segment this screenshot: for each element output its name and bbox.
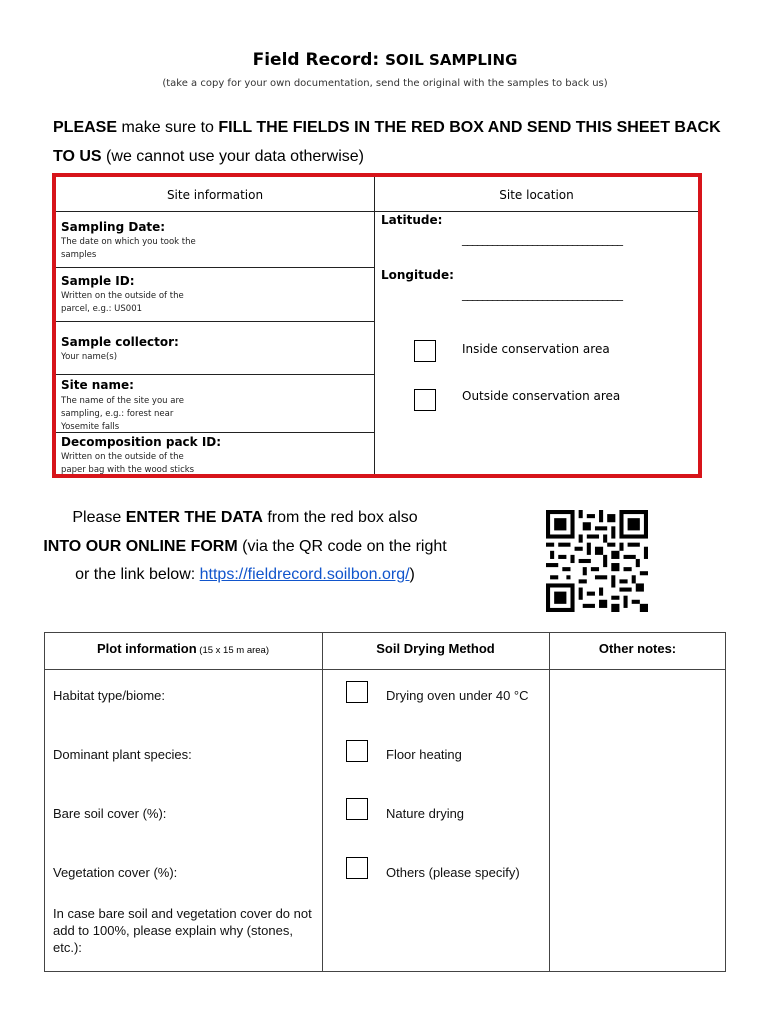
longitude-field[interactable]: ________________________________: [462, 287, 622, 301]
row-divider: [56, 267, 374, 268]
nature-drying-checkbox[interactable]: [346, 798, 368, 820]
online-form-instructions: Please ENTER THE DATA from the red box also INTO OUR ONLINE FORM (via the QR code on the right or the link below: https://fieldrecord.soilbon.org/): [43, 509, 447, 583]
inside-conservation-checkbox[interactable]: [414, 340, 436, 362]
site-location-header: Site location: [499, 188, 574, 202]
habitat-type-label: Habitat type/biome:: [53, 688, 166, 703]
instruction-notice: PLEASE make sure to FILL THE FIELDS IN THE RED BOX AND SEND THIS SHEET BACK TO US (we cannot use your data otherwise): [53, 119, 721, 165]
vegetation-cover-label: Vegetation cover (%):: [53, 865, 178, 880]
row-divider: [56, 374, 374, 375]
page-subtitle: (take a copy for your own documentation, send the original with the samples to back us): [162, 78, 608, 89]
floor-heating-checkbox[interactable]: [346, 740, 368, 762]
floor-heating-label: Floor heating: [386, 747, 462, 762]
decomposition-pack-hint: Written on the outside of the paper bag with the wood sticks: [61, 452, 195, 475]
others-label: Others (please specify): [386, 865, 520, 880]
online-form-link[interactable]: https://fieldrecord.soilbon.org/: [199, 566, 410, 583]
drying-oven-checkbox[interactable]: [346, 681, 368, 703]
plot-information-header: Plot information (15 x 15 m area): [96, 641, 269, 656]
outside-conservation-checkbox[interactable]: [414, 389, 436, 411]
column-divider: [322, 632, 323, 972]
drying-oven-label: Drying oven under 40 °C: [386, 688, 529, 703]
site-name-label: Site name:: [61, 378, 134, 392]
qr-code-icon: [546, 510, 648, 612]
site-information-header: Site information: [166, 188, 264, 202]
page-title: Field Record: SOIL SAMPLING: [252, 50, 518, 70]
longitude-label: Longitude:: [381, 268, 454, 282]
inside-conservation-label: Inside conservation area: [462, 342, 610, 356]
sampling-date-label: Sampling Date:: [61, 220, 166, 234]
column-divider: [549, 632, 550, 972]
soil-drying-method-header: Soil Drying Method: [376, 641, 495, 656]
sample-collector-label: Sample collector:: [61, 335, 179, 349]
site-name-hint: The name of the site you are sampling, e.g.: forest near Yosemite falls: [61, 396, 184, 432]
others-checkbox[interactable]: [346, 857, 368, 879]
column-divider: [374, 177, 375, 474]
row-divider: [56, 321, 374, 322]
other-notes-header: Other notes:: [598, 641, 677, 656]
latitude-field[interactable]: ________________________________: [462, 232, 622, 246]
bare-soil-cover-label: Bare soil cover (%):: [53, 806, 167, 821]
nature-drying-label: Nature drying: [386, 806, 465, 821]
latitude-label: Latitude:: [381, 213, 443, 227]
header-divider: [44, 669, 726, 670]
cover-explanation-label: In case bare soil and vegetation cover do not add to 100%, please explain why (stones, etc.):: [53, 906, 312, 955]
sample-id-hint: Written on the outside of the parcel, e.g.: US001: [61, 291, 184, 314]
sample-id-label: Sample ID:: [61, 274, 135, 288]
decomposition-pack-label: Decomposition pack ID:: [61, 435, 222, 449]
sample-collector-hint: Your name(s): [61, 352, 118, 362]
dominant-plant-species-label: Dominant plant species:: [53, 747, 192, 762]
outside-conservation-label: Outside conservation area: [462, 389, 621, 403]
sampling-date-hint: The date on which you took the samples: [61, 237, 196, 260]
header-divider: [56, 211, 698, 212]
